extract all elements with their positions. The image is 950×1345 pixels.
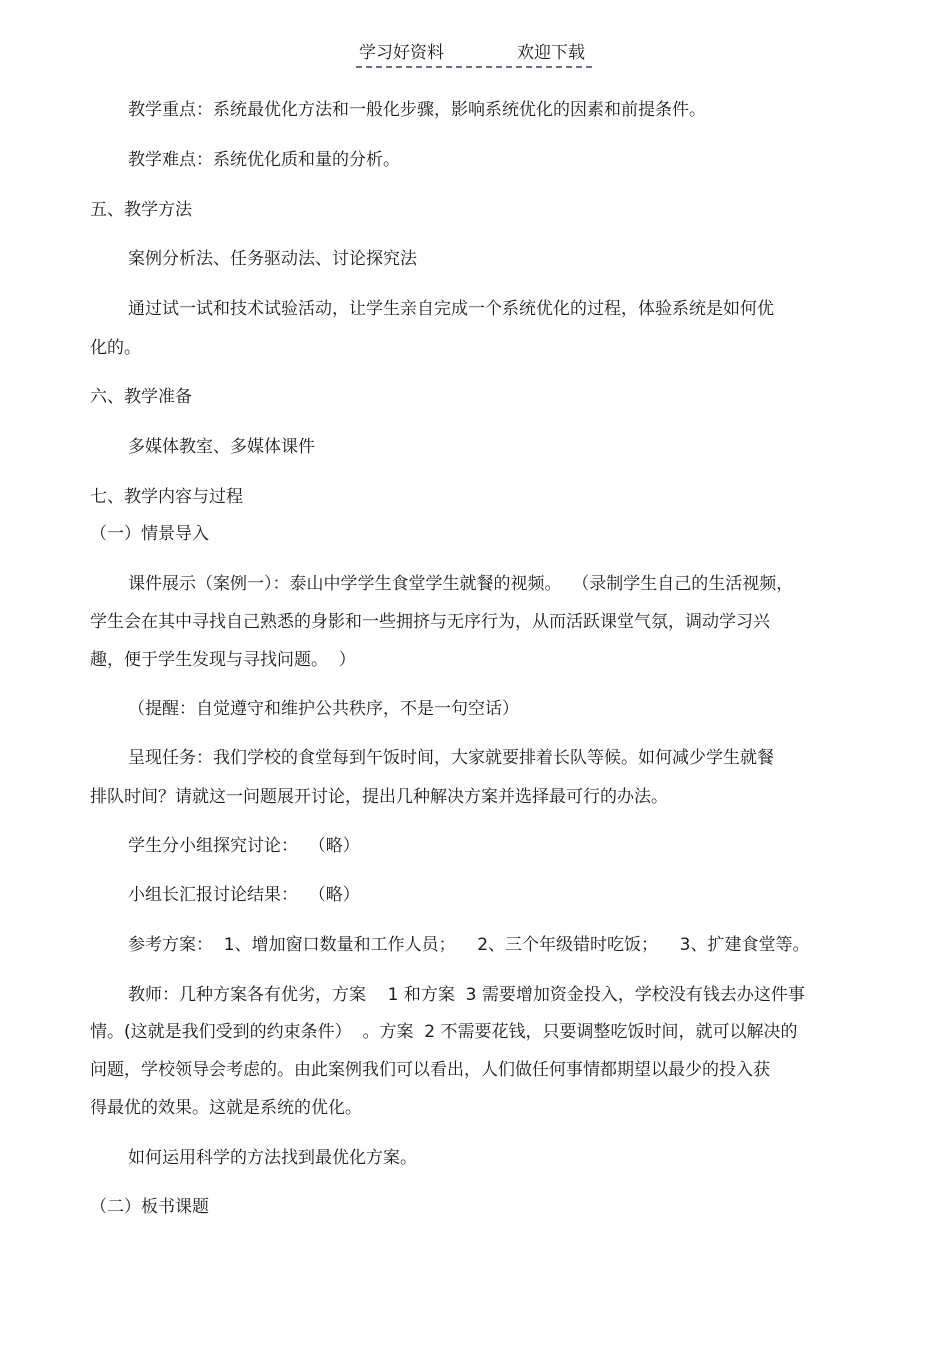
text-line: 参考方案： 1、增加窗口数量和工作人员； 2、三个年级错时吃饭； 3、扩建食堂等。: [128, 935, 810, 955]
text-line: 学生会在其中寻找自己熟悉的身影和一些拥挤与无序行为，从而活跃课堂气氛，调动学习兴: [90, 612, 770, 632]
text-line: 化的。: [90, 338, 141, 358]
text-line: 趣，便于学生发现与寻找问题。 ）: [90, 650, 356, 670]
section-heading: 五、教学方法: [90, 200, 192, 220]
text-line: 得最优的效果。这就是系统的优化。: [90, 1098, 362, 1118]
text-line: 通过试一试和技术试验活动，让学生亲自完成一个系统优化的过程，体验系统是如何优: [128, 299, 774, 319]
header-left-text: 学习好资料: [359, 43, 444, 63]
text-line: 小组长汇报讨论结果： （略）: [128, 885, 360, 905]
text-line: 多媒体教室、多媒体课件: [128, 437, 315, 457]
text-line: 呈现任务：我们学校的食堂每到午饭时间，大家就要排着长队等候。如何减少学生就餐: [128, 748, 774, 768]
section-heading: 七、教学内容与过程: [90, 487, 243, 507]
text-line: 教学难点：系统优化质和量的分析。: [128, 150, 400, 170]
text-line: （提醒：自觉遵守和维护公共秩序，不是一句空话）: [128, 699, 519, 719]
page-header: [356, 42, 592, 68]
text-line: 课件展示（案例一）：泰山中学学生食堂学生就餐的视频。 （录制学生自己的生活视频，: [128, 574, 794, 594]
text-line: 如何运用科学的方法找到最优化方案。: [128, 1148, 417, 1168]
text-line: 教师：几种方案各有优劣，方案 1 和方案 3 需要增加资金投入，学校没有钱去办这件事: [128, 985, 805, 1005]
text-line: 学生分小组探究讨论： （略）: [128, 836, 360, 856]
text-line: 问题，学校领导会考虑的。由此案例我们可以看出，人们做任何事情都期望以最少的投入获: [90, 1060, 770, 1080]
text-line: 案例分析法、任务驱动法、讨论探究法: [128, 249, 417, 269]
section-heading: 六、教学准备: [90, 387, 192, 407]
subsection-heading: （二）板书课题: [90, 1197, 209, 1217]
header-right-text: 欢迎下载: [517, 43, 585, 63]
text-line: 排队时间？请就这一问题展开讨论，提出几种解决方案并选择最可行的办法。: [90, 787, 668, 807]
text-line: 情。(这就是我们受到的约束条件） 。方案 2 不需要花钱，只要调整吃饭时间，就可以解决的: [90, 1022, 798, 1042]
text-line: 教学重点：系统最优化方法和一般化步骤，影响系统优化的因素和前提条件。: [128, 100, 706, 120]
subsection-heading: （一）情景导入: [90, 524, 209, 544]
